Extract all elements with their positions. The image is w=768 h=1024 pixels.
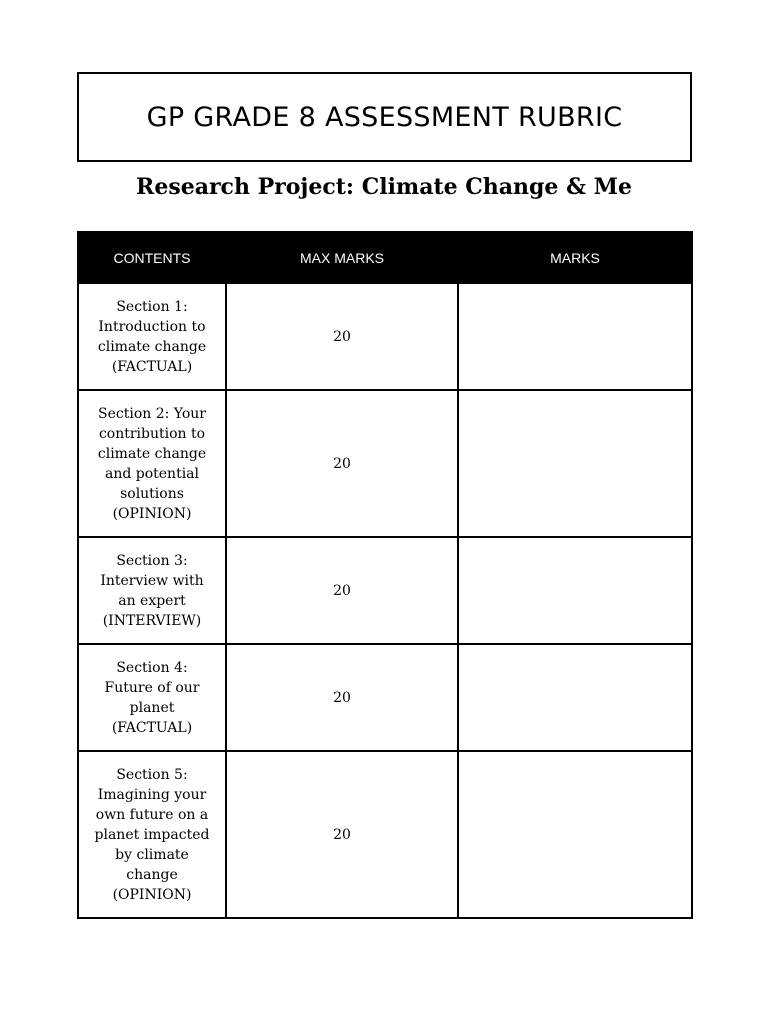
header-contents: CONTENTS: [78, 232, 226, 283]
table-row: [78, 644, 692, 751]
section-5-content: Section 5: Imagining your own future on a planet impacted by climate change (OPINION): [78, 751, 226, 918]
title-box: [77, 72, 692, 162]
section-2-max-marks: 20: [226, 390, 458, 537]
table-row: [78, 390, 692, 537]
table-header-row: [78, 232, 692, 283]
section-4-max-marks: 20: [226, 644, 458, 751]
header-max-marks: MAX MARKS: [226, 232, 458, 283]
section-4-marks-cell: [458, 644, 692, 751]
header-marks: MARKS: [458, 232, 692, 283]
page-subtitle: Research Project: Climate Change & Me: [136, 174, 632, 200]
rubric-table: [77, 231, 693, 919]
section-5-marks-cell: [458, 751, 692, 918]
section-1-max-marks: 20: [226, 283, 458, 390]
table-row: [78, 751, 692, 918]
section-2-content: Section 2: Your contribution to climate change and potential solutions (OPINION): [78, 390, 226, 537]
page-title: GP GRADE 8 ASSESSMENT RUBRIC: [146, 101, 623, 133]
section-3-content: Section 3: Interview with an expert (INTERVIEW): [78, 537, 226, 644]
section-1-content: Section 1: Introduction to climate change (FACTUAL): [78, 283, 226, 390]
table-row: [78, 283, 692, 390]
section-1-marks-cell: [458, 283, 692, 390]
section-4-content: Section 4: Future of our planet (FACTUAL): [78, 644, 226, 751]
table-row: [78, 537, 692, 644]
section-3-max-marks: 20: [226, 537, 458, 644]
section-2-marks-cell: [458, 390, 692, 537]
section-3-marks-cell: [458, 537, 692, 644]
section-5-max-marks: 20: [226, 751, 458, 918]
